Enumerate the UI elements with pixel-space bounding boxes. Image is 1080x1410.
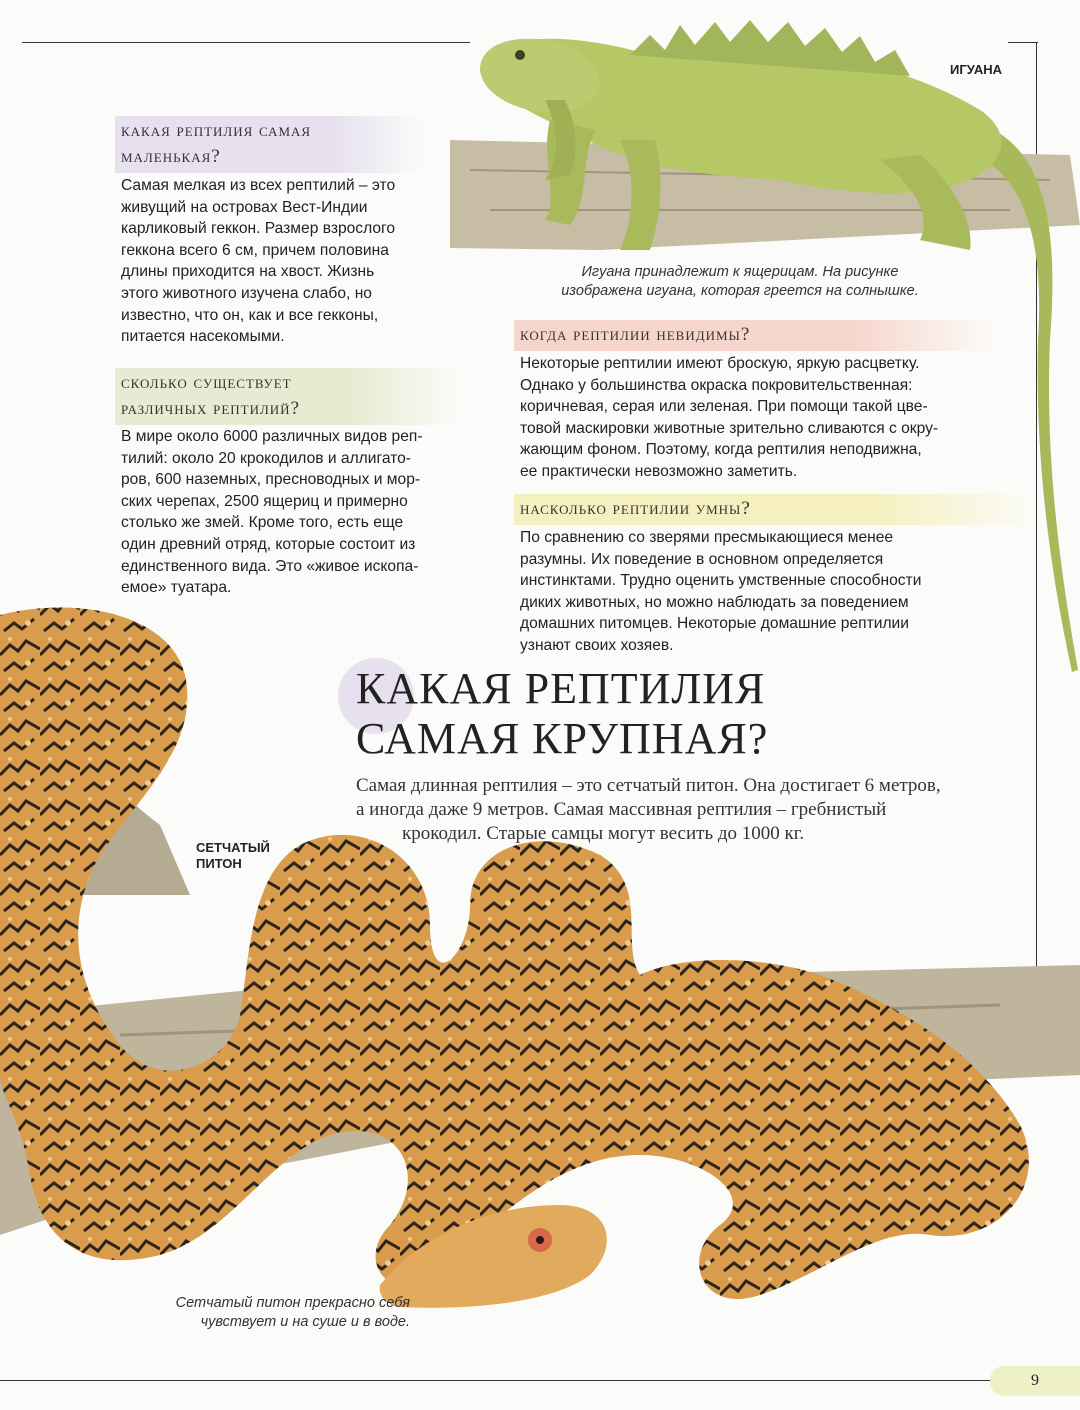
python-caption-line-2: чувствует и на суше и в воде. <box>200 1314 410 1330</box>
text-line: ее практически невозможно заметить. <box>520 462 798 480</box>
smallest-title-line-1: какая рептилия самая <box>121 120 312 141</box>
text-line: По сравнению со зверями пресмыкающиеся менее <box>520 529 894 546</box>
text-line: жающим фоном. Поэтому, когда рептилия неподвижна, <box>520 441 922 459</box>
iguana-caption <box>530 263 950 301</box>
python-label <box>196 840 270 872</box>
text-line: ских черепах, 2500 ящериц и примерно <box>121 492 408 510</box>
text-line: товой маскировки животные зрительно сливаются с окру- <box>520 419 939 437</box>
text-line: столько же змей. Кроме того, есть еще <box>121 514 404 532</box>
smallest-title <box>115 116 423 173</box>
main-title-line-2: САМАЯ КРУПНАЯ? <box>356 714 769 763</box>
text-line: емое» туатара. <box>121 579 232 597</box>
iguana-caption-line-1: Игуана принадлежит к ящерицам. На рисунке <box>581 264 899 280</box>
text-line: узнают своих хозяев. <box>520 636 674 654</box>
text-line: один древний отряд, которые состоит из <box>121 535 416 553</box>
text-line: коричневая, серая или зеленая. При помощи такой цве- <box>520 398 928 416</box>
how-many-title <box>115 368 457 425</box>
python-label-line-1: СЕТЧАТЫЙ <box>196 840 270 855</box>
how-many-title-line-2: различных рептилий? <box>121 398 301 419</box>
invisible-title-line-1: когда рептилии невидимы? <box>520 324 751 345</box>
text-line: разумны. Их поведение в основном определяется <box>520 550 884 568</box>
invisible-text <box>520 353 1000 483</box>
text-line: Однако у большинства окраска покровительственная: <box>520 376 913 394</box>
how-many-title-line-1: сколько существует <box>121 372 292 393</box>
iguana-caption-line-2: изображена игуана, которая греется на солнышке. <box>561 283 919 299</box>
text-line: инстинктами. Трудно оценить умственные способности <box>520 572 922 590</box>
main-title-line-1: КАКАЯ РЕПТИЛИЯ <box>356 664 766 713</box>
how-many-text <box>121 426 481 599</box>
text-line: длины приходится на хвост. Жизнь <box>121 263 375 281</box>
python-caption-line-1: Сетчатый питон прекрасно себя <box>175 1295 410 1311</box>
frame-bottom-line <box>0 1380 990 1381</box>
python-label-line-2: ПИТОН <box>196 856 242 871</box>
iguana-label: ИГУАНА <box>950 62 1002 77</box>
text-line: питается насекомыми. <box>121 328 285 346</box>
text-line: диких животных, но можно наблюдать за поведением <box>520 593 909 611</box>
smart-title <box>514 494 1036 525</box>
smart-title-line-1: насколько рептилии умны? <box>520 498 751 519</box>
page-number: 9 <box>990 1366 1080 1396</box>
text-line: Самая мелкая из всех рептилий – это <box>121 177 396 194</box>
text-line: В мире около 6000 различных видов реп- <box>121 428 423 445</box>
python-caption <box>110 1294 410 1332</box>
text-line: известно, что он, как и все гекконы, <box>121 306 379 324</box>
frame-top-line <box>22 42 470 43</box>
text-line: живущий на островах Вест-Индии <box>121 198 368 216</box>
smallest-text <box>121 175 451 348</box>
text-line: Некоторые рептилии имеют броскую, яркую расцветку. <box>520 355 920 372</box>
text-line: домашних питомцев. Некоторые домашние рептилии <box>520 615 909 633</box>
text-line: тилий: около 20 крокодилов и аллигато- <box>121 449 411 467</box>
lead-line-1: Самая длинная рептилия – это сетчатый питон. Она достигает 6 метров, <box>356 775 941 796</box>
text-line: этого животного изучена слабо, но <box>121 284 372 302</box>
text-line: карликовый геккон. Размер взрослого <box>121 220 396 238</box>
main-title <box>356 664 768 764</box>
lead-line-2: а иногда даже 9 метров. Самая массивная рептилия – гребнистый <box>356 799 887 820</box>
lead-line-3: крокодил. Старые самцы могут весить до 1000 кг. <box>402 823 805 844</box>
text-line: геккона всего 6 см, причем половина <box>121 241 389 259</box>
invisible-title <box>514 320 996 351</box>
main-lead <box>356 774 996 846</box>
smallest-title-line-2: маленькая? <box>121 146 221 167</box>
text-line: единственного вида. Это «живое ископа- <box>121 557 419 575</box>
text-line: ров, 600 наземных, пресноводных и мор- <box>121 471 421 489</box>
